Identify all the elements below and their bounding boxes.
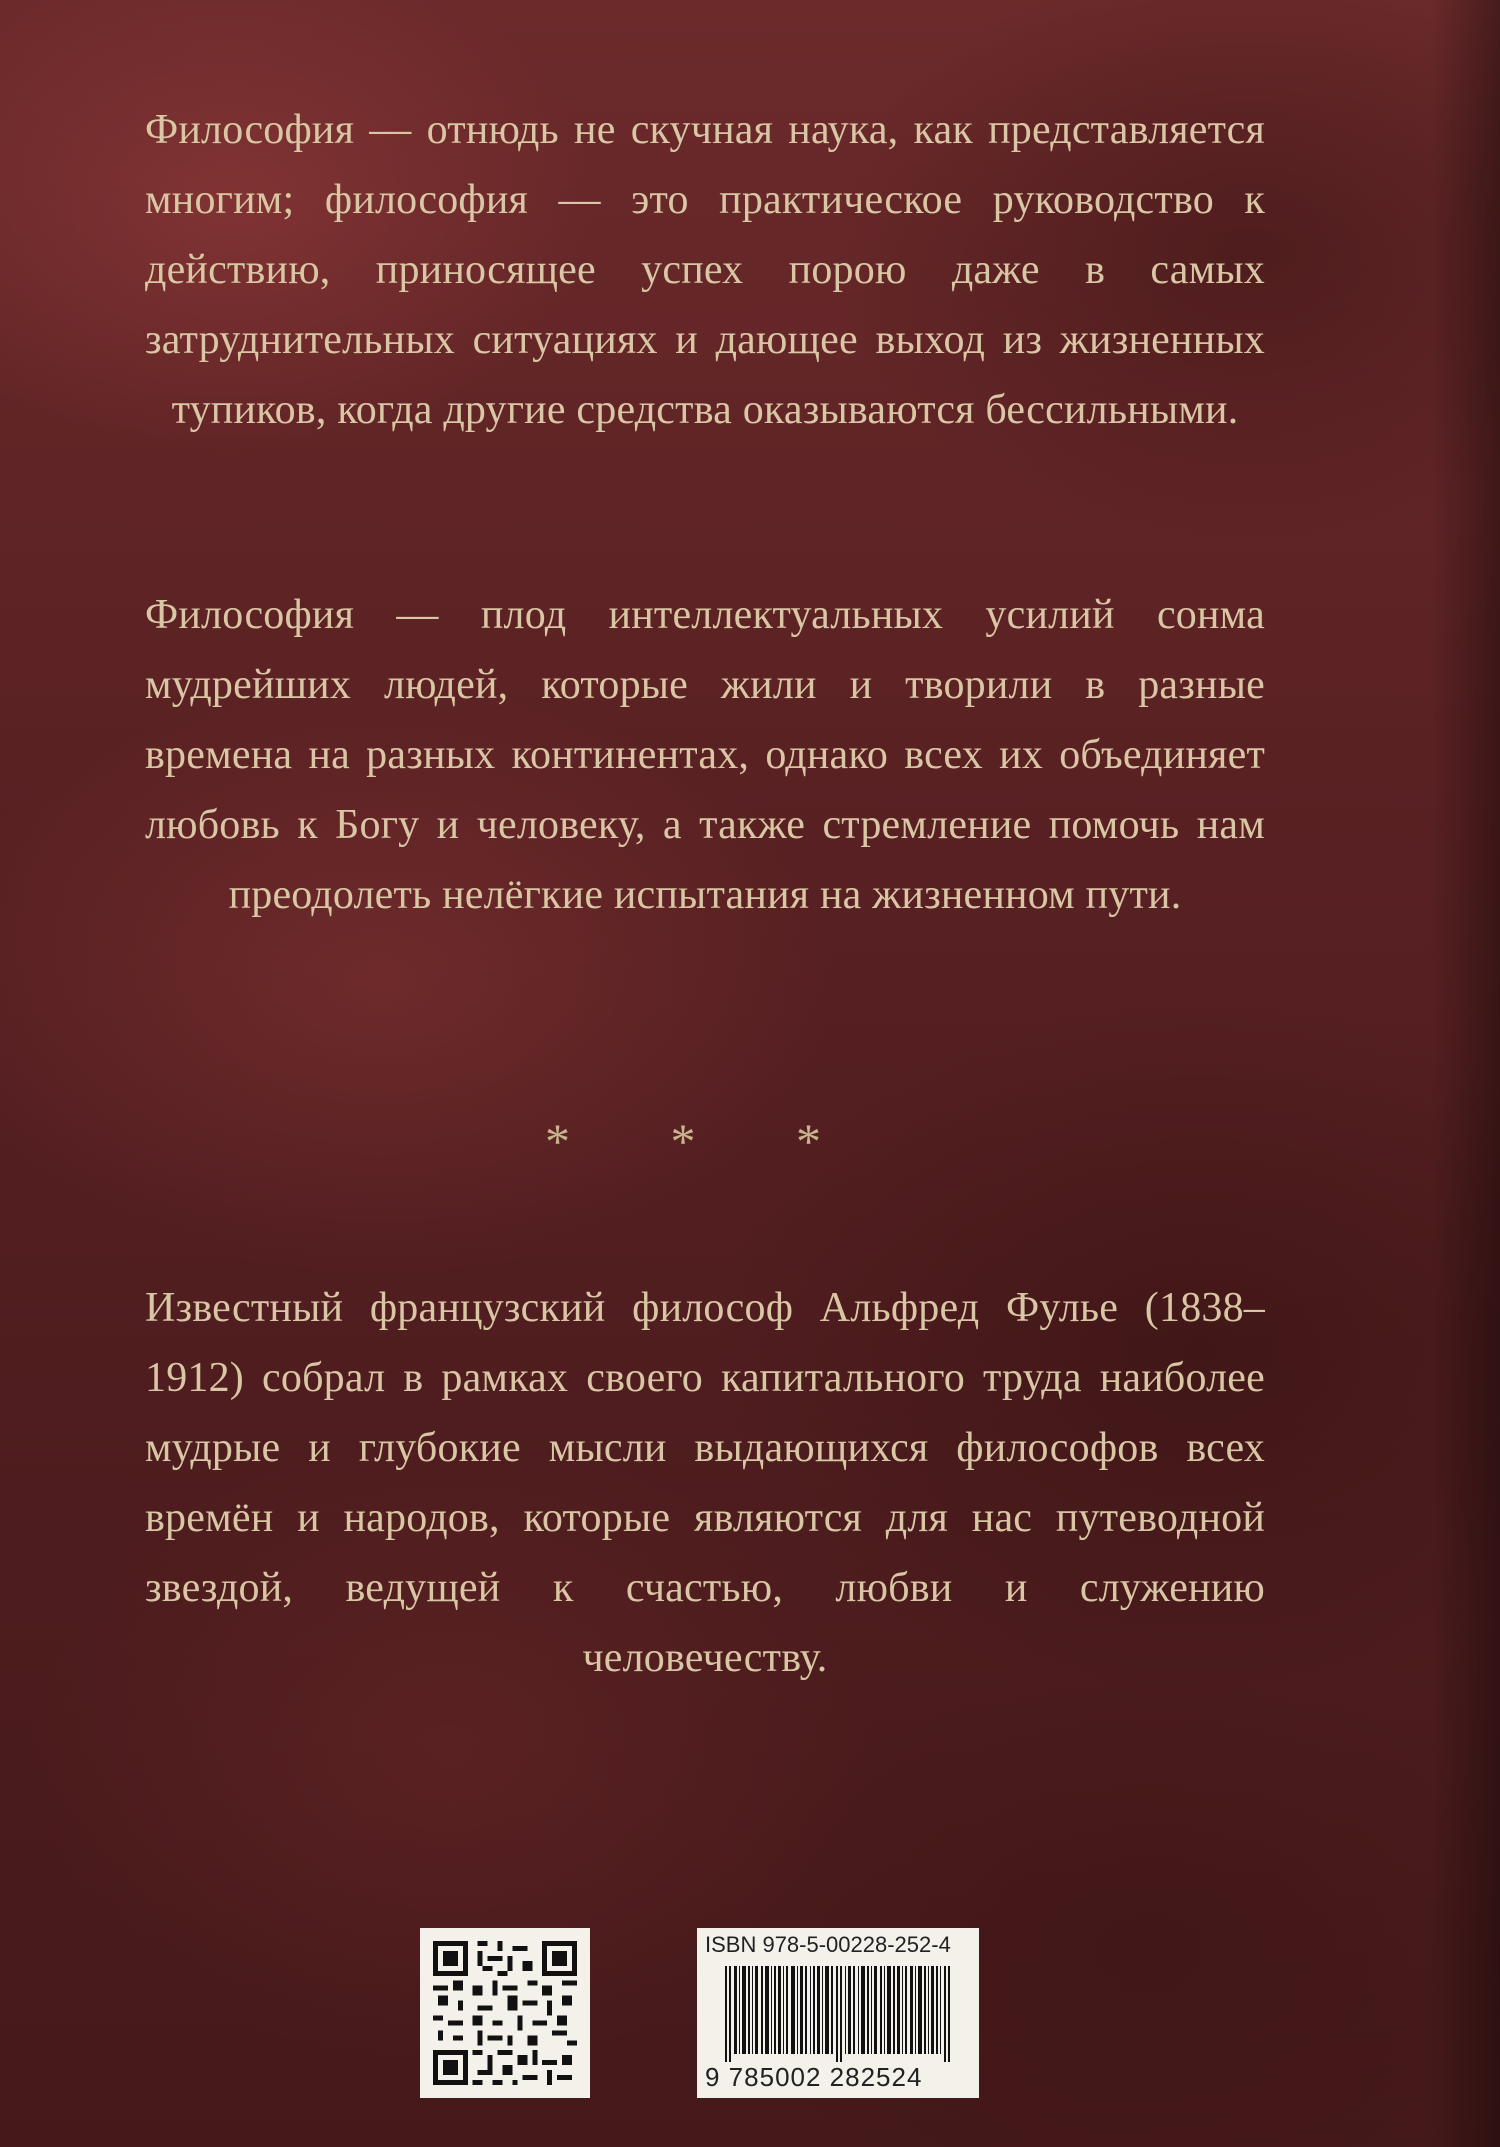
spine-shadow [1430, 0, 1500, 2147]
section-separator: * * * [545, 1113, 865, 1169]
barcode-digits: 9 785002 282524 [705, 2062, 923, 2092]
qr-code-icon [433, 1941, 577, 2085]
qr-code [420, 1928, 590, 2098]
paragraph-philosophy-fruit: Философия — плод интеллектуальных усилий сонма мудрейших людей, которые жили и творили в разные времена на разных континентах, однако всех их объединяет любовь к Богу и человеку, а также стремление помочь нам преодолеть нелёгкие испытания на жизненном пути. [145, 592, 1265, 918]
isbn-barcode [697, 1928, 979, 2098]
isbn-label: ISBN 978-5-00228-252-4 [705, 1932, 951, 1957]
paragraph-intro: Философия — отнюдь не скучная наука, как представляется многим; философия — это практическое руководство к действию, приносящее успех порою даже в самых затруднительных ситуациях и дающее выход из жизненных тупиков, когда другие средства оказываются бессильными. [145, 107, 1265, 433]
paragraph-about-author: Известный французский философ Альфред Фулье (1838–1912) собрал в рамках своего капитального труда наиболее мудрые и глубокие мысли выдающихся философов всех времён и народов, которые являются для нас путеводной звездой, ведущей к счастью, любви и служению человечеству. [145, 1285, 1265, 1681]
barcode-icon [725, 1966, 955, 2062]
